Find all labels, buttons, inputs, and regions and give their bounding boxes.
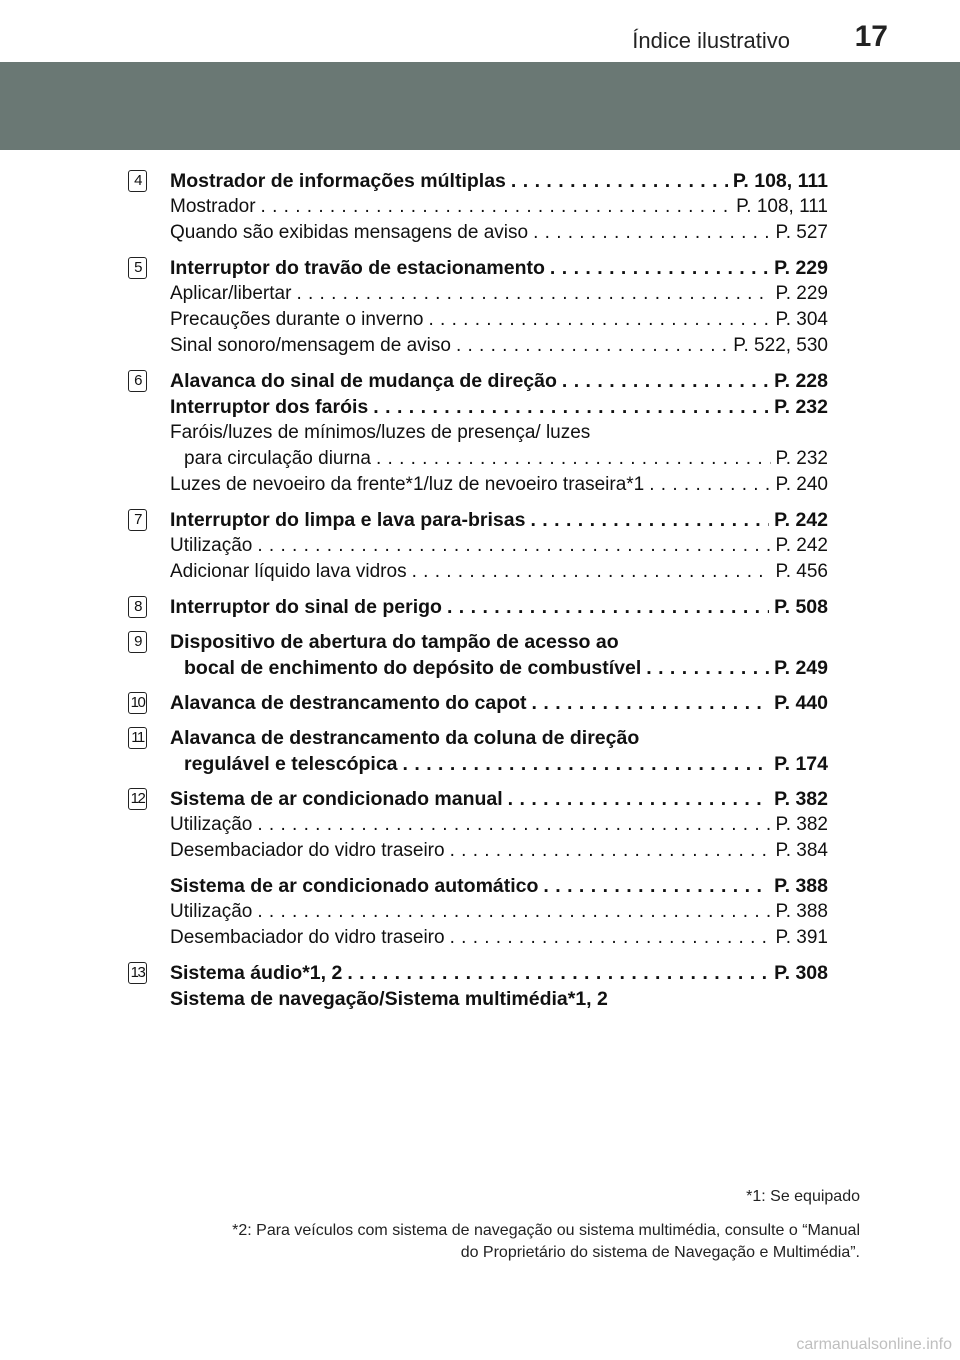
entry-label: Mostrador de informações múltiplas [170,170,506,192]
index-entry-10 [128,690,828,716]
page-reference: P. 242 [775,535,828,556]
index-heading [170,960,828,986]
entry-label: Alavanca do sinal de mudança de direção [170,370,557,392]
footnote-2-line-2: do Proprietário do sistema de Navegação e Multimédia”. [460,1244,860,1261]
index-entry-8 [128,594,828,620]
entry-label: Sistema de ar condicionado manual [170,788,503,810]
leader-dots [257,812,770,838]
entry-label: Alavanca de destrancamento do capot [170,692,527,714]
item-number-badge: 13 [128,962,147,984]
index-heading [170,255,828,281]
leader-dots [450,925,771,951]
leader-dots [373,394,769,420]
section-title: Índice ilustrativo [632,28,790,53]
entry-label: Utilização [170,814,253,835]
index-entry-4 [128,168,828,246]
leader-dots [347,960,769,986]
index-entry-12 [128,786,828,951]
entry-label: Adicionar líquido lava vidros [170,561,407,582]
leader-dots [646,655,769,681]
entry-label: Sinal sonoro/mensagem de aviso [170,335,451,356]
page-reference: P. 228 [774,370,828,392]
leader-dots [562,368,769,394]
entry-label: Luzes de nevoeiro da frente*1/luz de nevoeiro traseira*1 [170,474,645,495]
entry-label: regulável e telescópica [184,753,398,775]
page-reference: P. 232 [774,396,828,418]
item-number-badge: 10 [128,692,147,714]
entry-label: Interruptor do limpa e lava para-brisas [170,509,526,531]
index-entry-6 [128,368,828,498]
index-subentry [170,838,828,864]
index-subentry [170,533,828,559]
page-reference: P. 456 [775,561,828,582]
page-reference: P. 232 [775,448,828,469]
index-heading [184,751,828,777]
index-subentry [170,281,828,307]
item-number-badge: 9 [128,631,147,653]
index-heading [170,168,828,194]
index-subentry [170,899,828,925]
entry-label: bocal de enchimento do depósito de combustível [184,657,642,679]
entry-label: Aplicar/libertar [170,283,292,304]
index-subentry [170,925,828,951]
index-list [128,168,828,1021]
item-number-badge: 5 [128,257,147,279]
item-number-badge: 4 [128,170,147,192]
page-reference: P. 229 [774,257,828,279]
entry-label: Interruptor do travão de estacionamento [170,257,545,279]
index-heading [170,629,828,655]
index-subentry [170,420,828,446]
leader-dots [257,899,770,925]
index-heading [184,655,828,681]
entry-label: Utilização [170,535,253,556]
index-subentry [170,220,828,246]
index-subentry [170,559,828,585]
entry-label: para circulação diurna [184,448,371,469]
page-reference: P. 108, 111 [732,170,828,192]
leader-dots [429,307,771,333]
index-subentry [184,446,828,472]
page-reference: P. 388 [774,875,828,897]
page-reference: P. 304 [775,309,828,330]
index-entry-7 [128,507,828,585]
index-heading [170,507,828,533]
index-subentry [170,307,828,333]
entry-label: Utilização [170,901,253,922]
entry-label: Interruptor do sinal de perigo [170,596,442,618]
index-heading [170,873,828,899]
item-number-badge: 7 [128,509,147,531]
page-reference: P. 382 [775,814,828,835]
watermark: carmanualsonline.info [796,1336,952,1353]
entry-label: Precauções durante o inverno [170,309,424,330]
entry-label: Dispositivo de abertura do tampão de acesso ao [170,631,619,653]
leader-dots [532,690,770,716]
page-reference: P. 527 [775,222,828,243]
item-number-badge: 12 [128,788,147,810]
footnote-1 [80,1186,860,1208]
entry-label: Sistema de ar condicionado automático [170,875,539,897]
leader-dots [296,281,770,307]
page-reference: P. 382 [774,788,828,810]
index-heading [170,786,828,812]
footnotes [80,1186,860,1264]
index-subentry [170,194,828,220]
leader-dots [533,220,770,246]
leader-dots [257,533,770,559]
page-reference: P. 391 [775,927,828,948]
item-number-badge: 6 [128,370,147,392]
index-entry-13 [128,960,828,1012]
entry-label: Sistema de navegação/Sistema multimédia*1, 2 [170,988,608,1010]
index-heading [170,394,828,420]
entry-label: Desembaciador do vidro traseiro [170,840,445,861]
page-reference: P. 108, 111 [736,196,828,217]
page-reference: P. 242 [774,509,828,531]
page-reference: P. 249 [774,657,828,679]
leader-dots [376,446,771,472]
footnote-2-line-1: *2: Para veículos com sistema de navegação ou sistema multimédia, consulte o “Manual [232,1222,860,1239]
entry-label: Desembaciador do vidro traseiro [170,927,445,948]
leader-dots [649,472,770,498]
item-number-badge: 11 [128,727,147,749]
page-reference: P. 388 [775,901,828,922]
index-entry-5 [128,255,828,359]
index-heading [170,690,828,716]
index-heading [170,725,828,751]
page-reference: P. 508 [774,596,828,618]
index-heading [170,594,828,620]
index-subentry [170,472,828,498]
leader-dots [447,594,769,620]
page-reference: P. 522, 530 [733,335,828,356]
index-entry-9 [128,629,828,681]
leader-dots [403,751,770,777]
entry-label: Faróis/luzes de mínimos/luzes de presença/ luzes [170,422,591,443]
leader-dots [550,255,769,281]
page-reference: P. 384 [775,840,828,861]
header-gray-band [0,62,960,150]
index-heading [170,986,828,1012]
leader-dots [530,507,769,533]
index-subentry [170,812,828,838]
index-entry-11 [128,725,828,777]
page-header [0,0,960,58]
footnote-1-text: *1: Se equipado [746,1188,860,1205]
leader-dots [543,873,769,899]
index-heading [170,368,828,394]
index-subentry [170,333,828,359]
entry-label: Sistema áudio*1, 2 [170,962,343,984]
page-reference: P. 174 [774,753,828,775]
leader-dots [412,559,771,585]
entry-label: Mostrador [170,196,256,217]
leader-dots [450,838,771,864]
leader-dots [261,194,732,220]
page-number: 17 [854,20,888,53]
page-reference: P. 308 [774,962,828,984]
item-number-badge: 8 [128,596,147,618]
leader-dots [511,168,728,194]
leader-dots [508,786,769,812]
entry-label: Interruptor dos faróis [170,396,369,418]
page-reference: P. 440 [774,692,828,714]
page-reference: P. 240 [775,474,828,495]
leader-dots [456,333,728,359]
entry-label: Quando são exibidas mensagens de aviso [170,222,529,243]
page-reference: P. 229 [775,283,828,304]
entry-label: Alavanca de destrancamento da coluna de direção [170,727,640,749]
